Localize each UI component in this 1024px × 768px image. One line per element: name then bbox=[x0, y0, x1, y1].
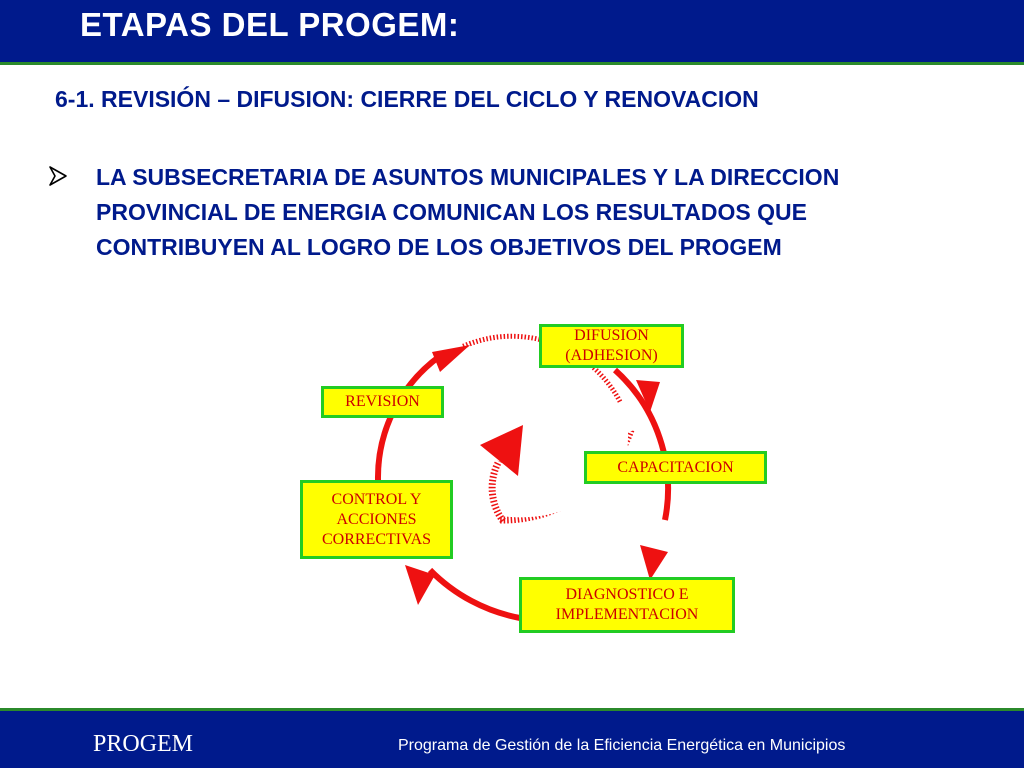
footer-bar bbox=[0, 708, 1024, 768]
footer-brand: PROGEM bbox=[93, 731, 194, 757]
inner-hatched-arc-left bbox=[492, 461, 503, 521]
center-arrowhead bbox=[480, 425, 523, 476]
section-subtitle: 6-1. REVISIÓN – DIFUSION: CIERRE DEL CICLO Y RENOVACION bbox=[55, 86, 759, 112]
stage-box-revision: REVISION bbox=[321, 386, 444, 418]
arrowhead-top-left bbox=[432, 345, 470, 372]
cycle-arc-bottom bbox=[430, 570, 520, 618]
stage-box-control: CONTROL Y ACCIONES CORRECTIVAS bbox=[300, 480, 453, 559]
stage-box-diagnostico: DIAGNOSTICO E IMPLEMENTACION bbox=[519, 577, 735, 633]
footer-program-name: Programa de Gestión de la Eficiencia Energética en Municipios bbox=[398, 737, 846, 754]
bullet-text: LA SUBSECRETARIA DE ASUNTOS MUNICIPALES Y LA DIRECCION PROVINCIAL DE ENERGIA COMUNICAN LOS RESULTADOS QUE CONTRIBUYEN AL LOGRO DE LOS OBJETIVOS DEL PROGEM bbox=[96, 164, 840, 260]
stage-box-capacitacion: CAPACITACION bbox=[584, 451, 767, 484]
page-title: ETAPAS DEL PROGEM: bbox=[80, 6, 460, 43]
cycle-arc-left bbox=[378, 356, 440, 480]
arrowhead-right bbox=[640, 545, 668, 580]
stage-box-difusion: DIFUSION (ADHESION) bbox=[539, 324, 684, 368]
